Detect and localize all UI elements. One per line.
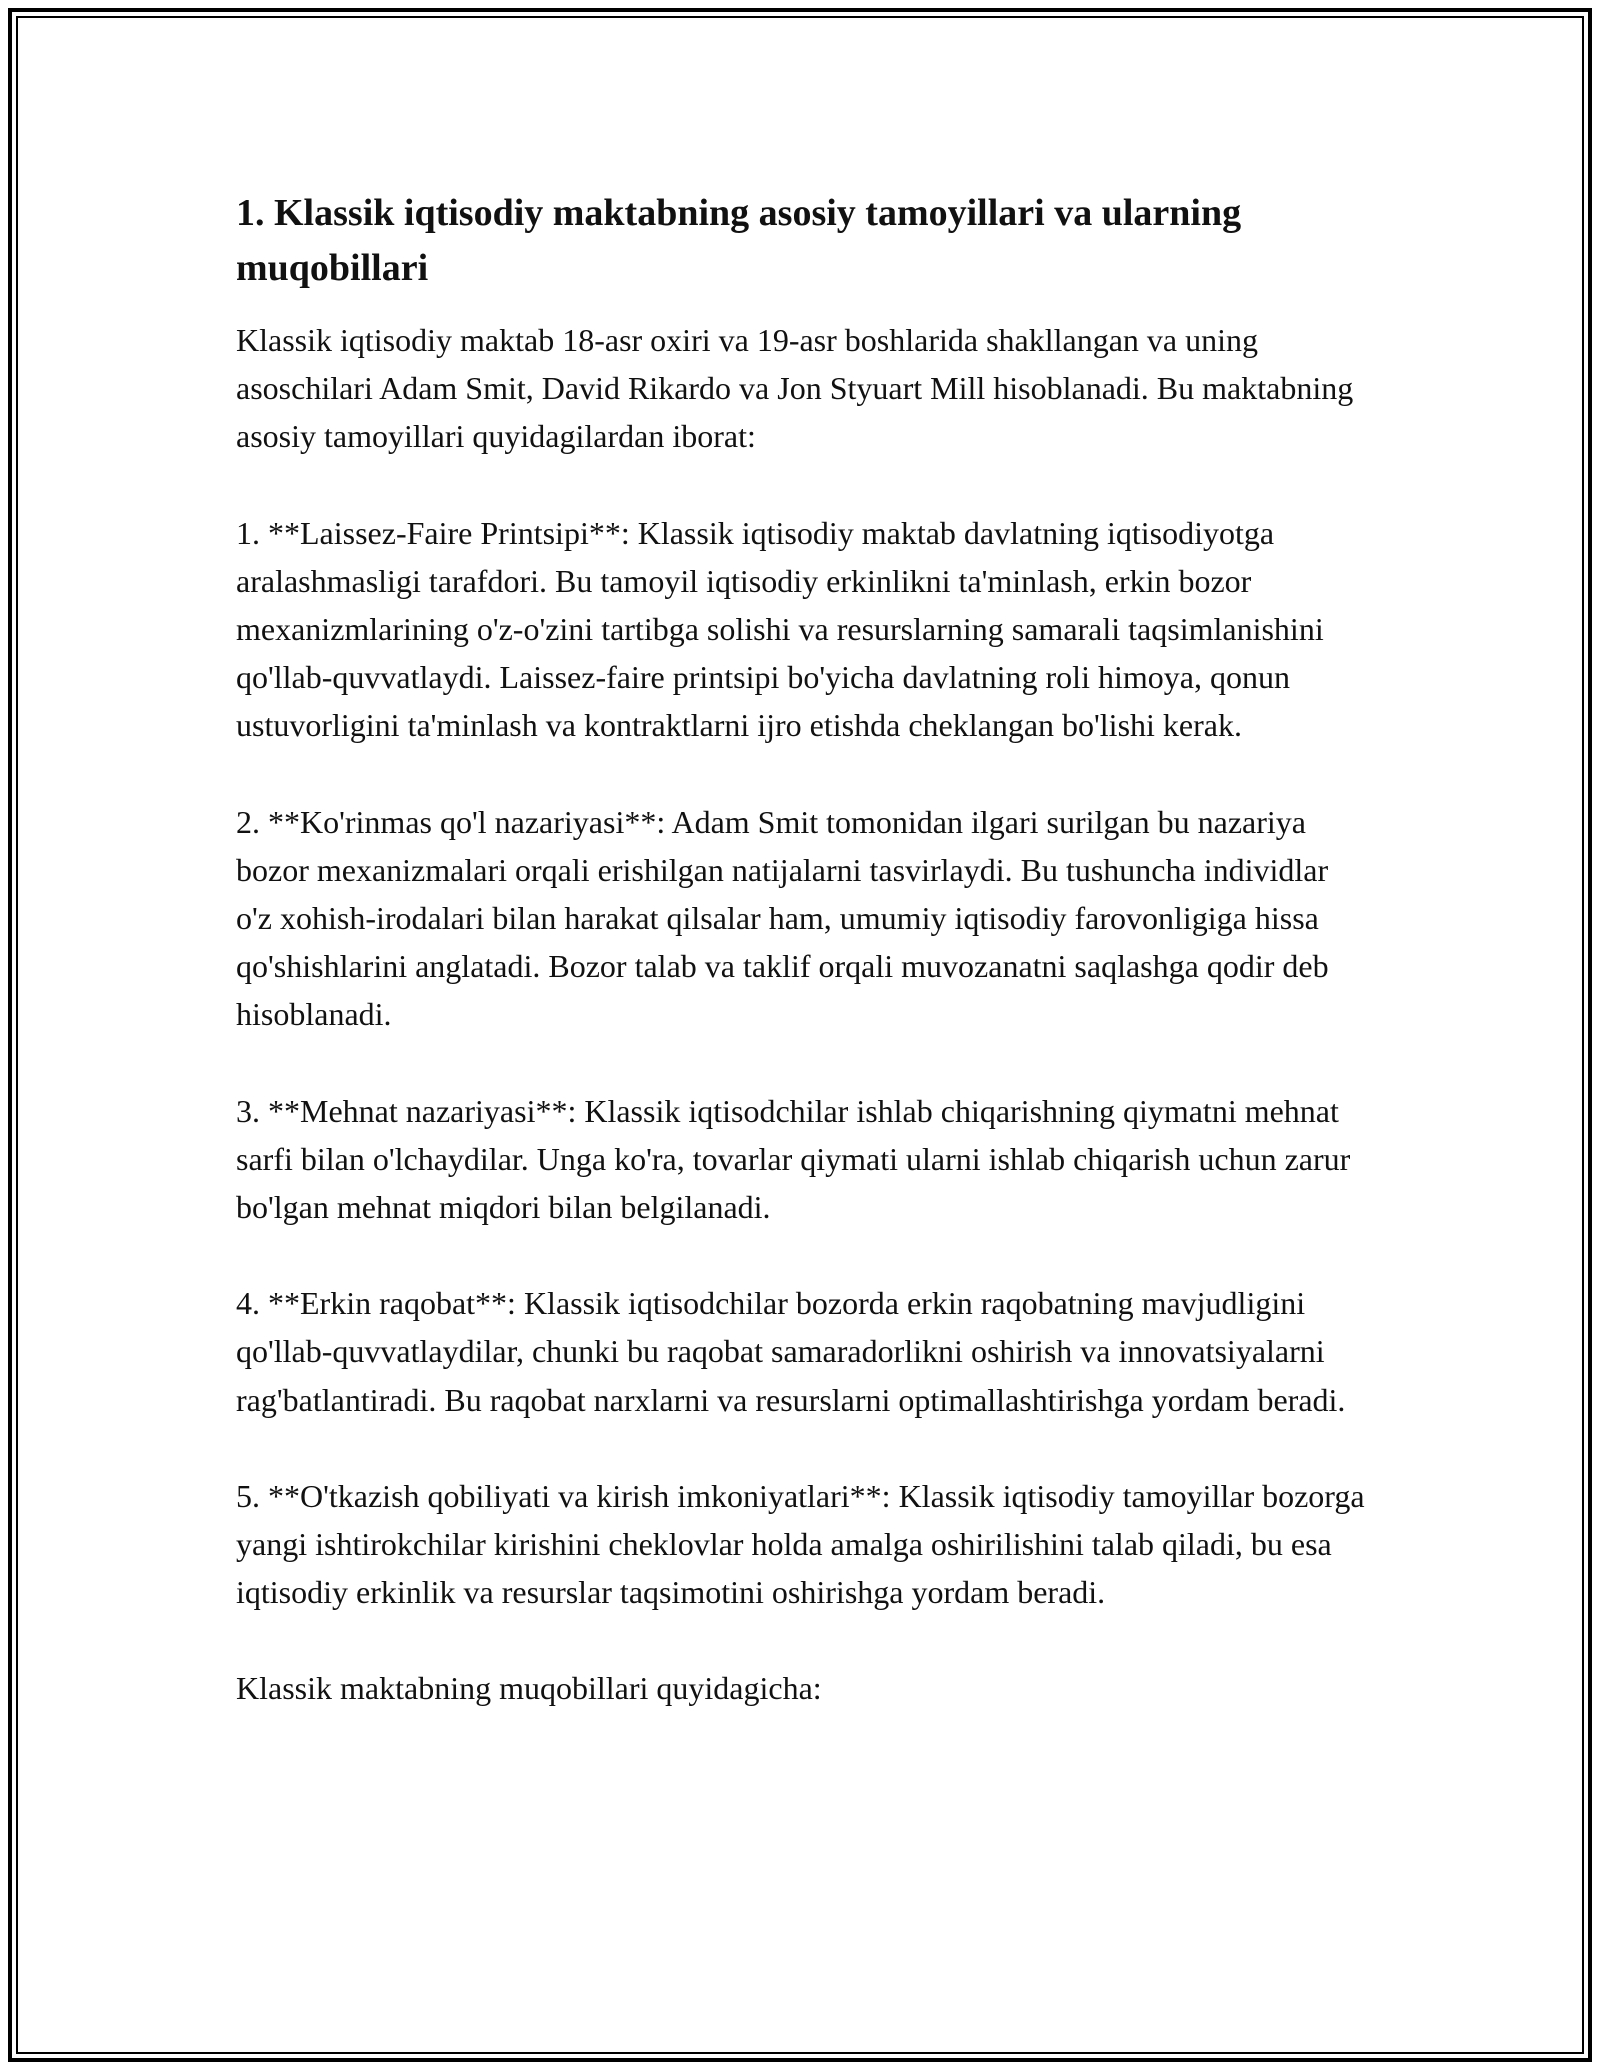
principle-laissez-faire: 1. **Laissez-Faire Printsipi**: Klassik iqtisodiy maktab davlatning iqtisodiyotga aralashmasligi tarafdori. Bu tamoyil iqtisodiy erkinlikni ta'minlash, erkin bozor mexanizmlarining o'z-o'zini tartibga solishi va resurslarning samarali taqsimlanishini qo'llab-quvvatlaydi. Laissez-faire printsipi bo'yicha davlatning roli himoya, qonun ustuvorligini ta'minlash va kontraktlarni ijro etishda cheklangan bo'lishi kerak. xyxy=(236,514,1324,744)
principle-labor-theory: 3. **Mehnat nazariyasi**: Klassik iqtisodchilar ishlab chiqarishning qiymatni mehnat sarfi bilan o'lchaydilar. Unga ko'ra, tovarlar qiymati ularni ishlab chiqarish uchun zarur bo'lgan mehnat miqdori bilan belgilanadi. xyxy=(236,1092,1351,1226)
principle-market-entry: 5. **O'tkazish qobiliyati va kirish imkoniyatlari**: Klassik iqtisodiy tamoyillar bozorga yangi ishtirokchilar kirishini cheklovlar holda amalga oshirilishini talab qiladi, bu esa iqtisodiy erkinlik va resurslar taqsimotini oshirishga yordam beradi. xyxy=(236,1477,1365,1611)
principle-invisible-hand: 2. **Ko'rinmas qo'l nazariyasi**: Adam Smit tomonidan ilgari surilgan bu nazariya bozor mexanizmalari orqali erishilgan natijalarni tasvirlaydi. Bu tushuncha individlar o'z xohish-irodalari bilan harakat qilsalar ham, umumiy iqtisodiy farovonligiga hissa qo'shishlarini anglatadi. Bozor talab va taklif orqali muvozanatni saqlashga qodir deb hisoblanadi. xyxy=(236,803,1329,1033)
intro-paragraph: Klassik iqtisodiy maktab 18-asr oxiri va 19-asr boshlarida shakllangan va uning asoschilari Adam Smit, David Rikardo va Jon Styuart Mill hisoblanadi. Bu maktabning asosiy tamoyillari quyidagilardan iborat: xyxy=(236,322,1354,455)
document-title: 1. Klassik iqtisodiy maktabning asosiy tamoyillari va ularning muqobillari xyxy=(236,192,1242,289)
principle-free-competition: 4. **Erkin raqobat**: Klassik iqtisodchilar bozorda erkin raqobatning mavjudligini qo'llab-quvvatlaydilar, chunki bu raqobat samaradorlikni oshirish va innovatsiyalarni rag'batlantiradi. Bu raqobat narxlarni va resurslarni optimallashtirishga yordam beradi. xyxy=(236,1285,1346,1418)
document-body xyxy=(236,186,1366,1713)
closing-paragraph: Klassik maktabning muqobillari quyidagicha: xyxy=(236,1670,822,1707)
